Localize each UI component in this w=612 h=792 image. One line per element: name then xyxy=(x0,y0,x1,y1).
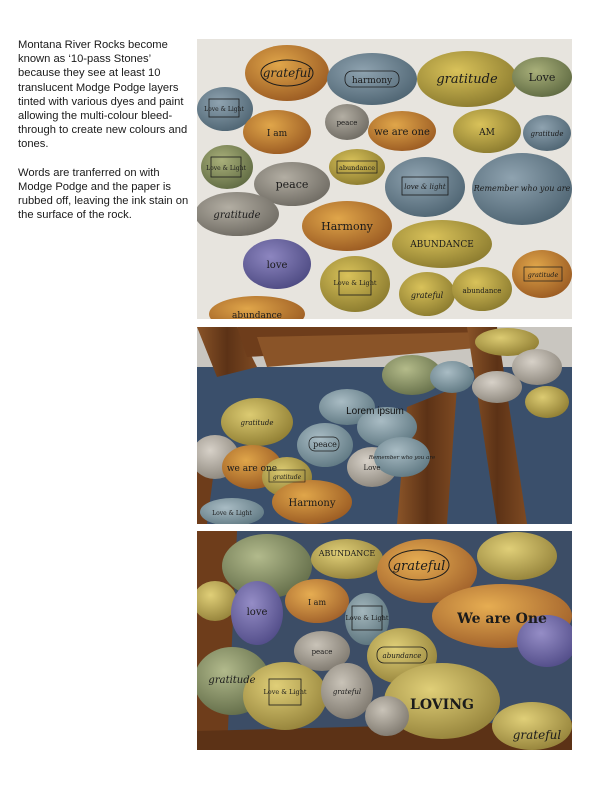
stone-word: Love xyxy=(528,71,556,84)
description-paragraph-2: Words are tranferred on with Modge Podge and the paper is rubbed off, leaving the ink stain on the surface of the rock. xyxy=(18,166,189,222)
stone-word: Love & Light xyxy=(333,279,377,287)
stone-word: peace xyxy=(313,440,337,449)
stone-word: ABUNDANCE xyxy=(410,240,474,250)
stone-word: I am xyxy=(307,598,327,607)
stone-word: grateful xyxy=(332,688,362,696)
stone-word: grateful xyxy=(262,66,312,80)
stone-word: We are One xyxy=(457,611,547,627)
stone-word: we are one xyxy=(226,464,278,474)
stones-in-crate-illustration xyxy=(197,327,572,524)
stone-word: Remember who you are xyxy=(368,455,436,461)
stone-word: Remember who you are xyxy=(473,184,571,193)
stone-word: gratitude xyxy=(530,130,564,138)
stone-word: we are one xyxy=(374,127,430,138)
photo-stones-in-crate xyxy=(197,327,572,524)
description-paragraph-1: Montana River Rocks become known as ‘10-pass Stones’ because they see at least 10 translucent Modge Podge layers tinted with various dyes and paint allowing the multi-colour bleed-through to create new colours and tones. xyxy=(18,39,188,151)
stone-word: gratitude xyxy=(213,210,261,221)
stone-word: love xyxy=(246,607,268,618)
stone-word: LOVING xyxy=(410,697,474,713)
stone-word: Love xyxy=(363,464,381,472)
stone-word: gratitude xyxy=(240,419,274,427)
stone-word: gratitude xyxy=(272,474,302,481)
lorem-ipsum-overlay: Lorem ipsum xyxy=(346,406,404,417)
stone-word: abundance xyxy=(462,287,502,295)
stone-word: gratitude xyxy=(527,271,559,279)
stone-word: love xyxy=(266,260,288,271)
stone-word: gratitude xyxy=(208,675,256,686)
stone-word: love & light xyxy=(404,183,446,191)
description-column xyxy=(18,38,190,236)
stones-on-towel-illustration xyxy=(197,39,572,319)
stone-word: Love & Light xyxy=(206,165,246,172)
stone-word: I am xyxy=(266,129,288,139)
stone-word: gratitude xyxy=(436,72,498,87)
stone-word: grateful xyxy=(512,728,562,742)
stone-word: Harmony xyxy=(288,498,336,509)
stone-word: Love & Light xyxy=(204,106,244,113)
stone-word: grateful xyxy=(392,559,446,574)
stone-word: Harmony xyxy=(321,220,373,233)
stone-word: grateful xyxy=(410,291,444,300)
photo-stones-closeup xyxy=(197,531,572,750)
stone-word: abundance xyxy=(382,652,422,660)
stone-word: Love & Light xyxy=(345,614,389,622)
stone-word: peace xyxy=(336,119,358,127)
stone-word: ABUNDANCE xyxy=(318,549,376,558)
stone-word: Love & Light xyxy=(263,688,307,696)
stone-word: abundance xyxy=(338,164,376,172)
stone-word: AM xyxy=(479,128,495,138)
stones-closeup-illustration xyxy=(197,531,572,750)
photo-stones-on-towel xyxy=(197,39,572,319)
stone-word: peace xyxy=(275,178,309,191)
stone-word: peace xyxy=(311,648,333,656)
stone-word: abundance xyxy=(231,311,283,319)
stone-word: Love & Light xyxy=(212,510,252,517)
stone-word: harmony xyxy=(351,76,393,86)
